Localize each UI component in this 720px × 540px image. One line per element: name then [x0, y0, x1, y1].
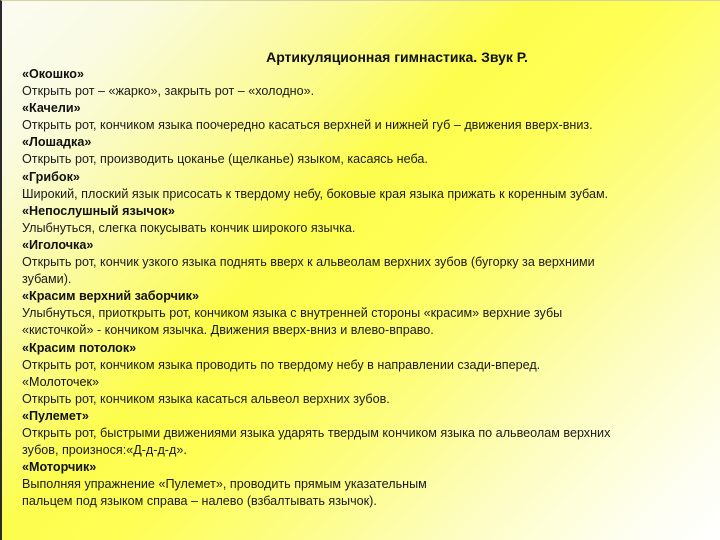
exercise-okoshko — [22, 66, 712, 100]
exercise-motorchik — [22, 459, 712, 510]
exercise-description: Открыть рот, кончиком языка касаться альвеол верхних зубов. — [22, 391, 390, 406]
exercise-title: «Молоточек» — [22, 374, 100, 389]
exercise-krasim-zaborchik — [22, 288, 712, 339]
exercise-pulemet — [22, 408, 712, 459]
slide-title: Артикуляционная гимнастика. Звук Р. — [266, 49, 528, 65]
exercise-description: Выполняя упражнение «Пулемет», проводить прямым указательным — [22, 477, 427, 492]
exercise-description: Широкий, плоский язык присосать к твердому небу, боковые края языка прижать к коренным зубам. — [22, 186, 609, 201]
exercise-description-cont: зубами). — [22, 272, 72, 287]
exercise-title: «Лошадка» — [22, 135, 92, 150]
exercise-title: «Окошко» — [22, 67, 84, 81]
exercise-description-cont: пальцем под языком справа – налево (взбалтывать язычок). — [22, 494, 377, 509]
exercise-title: «Моторчик» — [22, 460, 97, 475]
exercise-gribok — [22, 169, 712, 203]
exercise-title: «Пулемет» — [22, 408, 89, 423]
exercise-loshadka — [22, 134, 712, 168]
exercise-title: «Непослушный язычок» — [22, 203, 175, 218]
exercise-title: «Качели» — [22, 101, 81, 116]
exercise-description-cont: «кисточкой» - кончиком язычка. Движения вверх-вниз и влево-вправо. — [22, 323, 434, 338]
exercise-description: Открыть рот, кончиком языка проводить по твердому небу в направлении сзади-вперед. — [22, 357, 541, 372]
exercise-igolochka — [22, 237, 712, 288]
exercise-title: «Красим потолок» — [22, 340, 137, 355]
exercise-description: Открыть рот, быстрыми движениями языка ударять твердым кончиком языка по альвеолам верхних — [22, 425, 611, 440]
exercise-description: Открыть рот, производить цоканье (щелканье) языком, касаясь неба. — [22, 152, 428, 167]
exercise-description: Улыбнуться, приоткрыть рот, кончиком языка с внутренней стороны «красим» верхние зубы — [22, 306, 563, 321]
exercise-list — [22, 66, 712, 510]
exercise-molotochek — [22, 374, 712, 408]
exercise-title: «Красим верхний заборчик» — [22, 289, 199, 304]
exercise-title: «Грибок» — [22, 169, 80, 184]
exercise-neposlushny-yazychok — [22, 203, 712, 237]
exercise-description: Улыбнуться, слегка покусывать кончик широкого язычка. — [22, 220, 356, 235]
exercise-kacheli — [22, 100, 712, 134]
exercise-title: «Иголочка» — [22, 237, 94, 252]
exercise-description: Открыть рот – «жарко», закрыть рот – «холодно». — [22, 84, 315, 99]
exercise-description: Открыть рот, кончик узкого языка поднять вверх к альвеолам верхних зубов (бугорку за верхними — [22, 255, 595, 270]
exercise-description-cont: зубов, произнося:«Д-д-д-д». — [22, 443, 187, 458]
exercise-krasim-potolok — [22, 340, 712, 374]
exercise-description: Открыть рот, кончиком языка поочередно касаться верхней и нижней губ – движения вверх-вниз. — [22, 118, 593, 133]
